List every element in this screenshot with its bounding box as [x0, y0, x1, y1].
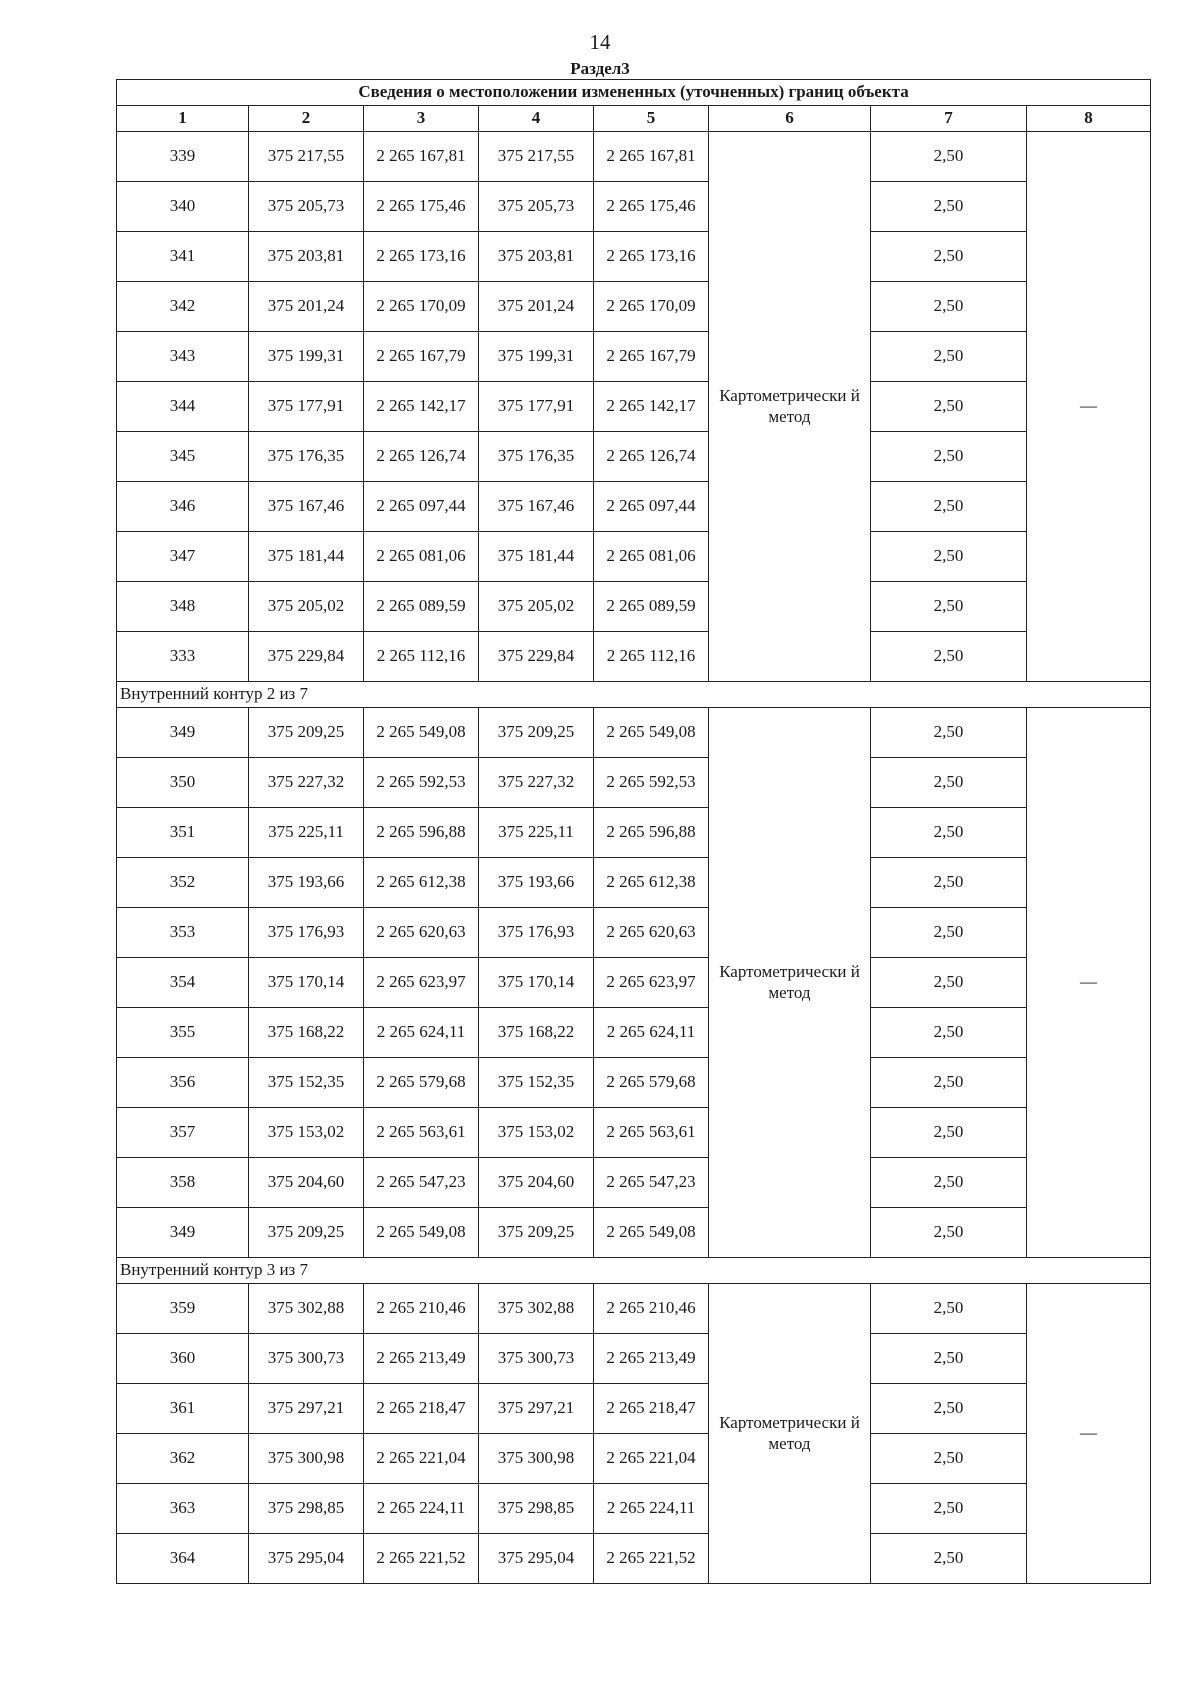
y-existing-cell: 2 265 596,88 [364, 808, 479, 858]
y-refined-cell: 2 265 563,61 [594, 1108, 709, 1158]
y-existing-cell: 2 265 218,47 [364, 1384, 479, 1434]
point-number-cell: 344 [117, 382, 249, 432]
x-refined-cell: 375 209,25 [479, 1208, 594, 1258]
y-refined-cell: 2 265 221,04 [594, 1434, 709, 1484]
column-8-cell: — [1027, 132, 1151, 682]
point-number-cell: 350 [117, 758, 249, 808]
point-number-cell: 354 [117, 958, 249, 1008]
x-existing-cell: 375 153,02 [249, 1108, 364, 1158]
x-refined-cell: 375 168,22 [479, 1008, 594, 1058]
accuracy-cell: 2,50 [871, 482, 1027, 532]
y-existing-cell: 2 265 224,11 [364, 1484, 479, 1534]
y-refined-cell: 2 265 624,11 [594, 1008, 709, 1058]
x-existing-cell: 375 204,60 [249, 1158, 364, 1208]
column-8-cell: — [1027, 708, 1151, 1258]
table-row [117, 332, 1151, 382]
accuracy-cell: 2,50 [871, 1484, 1027, 1534]
y-existing-cell: 2 265 175,46 [364, 182, 479, 232]
table-row [117, 1334, 1151, 1384]
x-existing-cell: 375 300,98 [249, 1434, 364, 1484]
table-row [117, 232, 1151, 282]
y-existing-cell: 2 265 173,16 [364, 232, 479, 282]
accuracy-cell: 2,50 [871, 1384, 1027, 1434]
column-number-row [117, 106, 1151, 132]
y-refined-cell: 2 265 167,79 [594, 332, 709, 382]
accuracy-cell: 2,50 [871, 1534, 1027, 1584]
table-row [117, 532, 1151, 582]
x-refined-cell: 375 204,60 [479, 1158, 594, 1208]
x-refined-cell: 375 302,88 [479, 1284, 594, 1334]
y-refined-cell: 2 265 549,08 [594, 1208, 709, 1258]
point-number-cell: 363 [117, 1484, 249, 1534]
y-refined-cell: 2 265 221,52 [594, 1534, 709, 1584]
accuracy-cell: 2,50 [871, 1334, 1027, 1384]
y-existing-cell: 2 265 563,61 [364, 1108, 479, 1158]
method-cell: Картометрически й метод [709, 708, 871, 1258]
x-refined-cell: 375 167,46 [479, 482, 594, 532]
y-refined-cell: 2 265 549,08 [594, 708, 709, 758]
table-row [117, 1058, 1151, 1108]
y-existing-cell: 2 265 549,08 [364, 1208, 479, 1258]
table-row [117, 582, 1151, 632]
accuracy-cell: 2,50 [871, 382, 1027, 432]
table-row [117, 1108, 1151, 1158]
y-existing-cell: 2 265 210,46 [364, 1284, 479, 1334]
x-refined-cell: 375 300,73 [479, 1334, 594, 1384]
y-refined-cell: 2 265 170,09 [594, 282, 709, 332]
accuracy-cell: 2,50 [871, 132, 1027, 182]
y-existing-cell: 2 265 612,38 [364, 858, 479, 908]
table-row [117, 1384, 1151, 1434]
accuracy-cell: 2,50 [871, 1158, 1027, 1208]
y-refined-cell: 2 265 612,38 [594, 858, 709, 908]
x-existing-cell: 375 176,35 [249, 432, 364, 482]
y-refined-cell: 2 265 126,74 [594, 432, 709, 482]
x-refined-cell: 375 199,31 [479, 332, 594, 382]
x-existing-cell: 375 209,25 [249, 1208, 364, 1258]
y-refined-cell: 2 265 210,46 [594, 1284, 709, 1334]
point-number-cell: 352 [117, 858, 249, 908]
x-refined-cell: 375 298,85 [479, 1484, 594, 1534]
y-existing-cell: 2 265 167,81 [364, 132, 479, 182]
point-number-cell: 340 [117, 182, 249, 232]
table-row [117, 1008, 1151, 1058]
x-existing-cell: 375 152,35 [249, 1058, 364, 1108]
x-existing-cell: 375 295,04 [249, 1534, 364, 1584]
point-number-cell: 345 [117, 432, 249, 482]
y-refined-cell: 2 265 218,47 [594, 1384, 709, 1434]
y-existing-cell: 2 265 547,23 [364, 1158, 479, 1208]
x-refined-cell: 375 153,02 [479, 1108, 594, 1158]
table-row [117, 182, 1151, 232]
table-row [117, 382, 1151, 432]
column-number: 8 [1027, 106, 1151, 132]
accuracy-cell: 2,50 [871, 582, 1027, 632]
x-existing-cell: 375 201,24 [249, 282, 364, 332]
accuracy-cell: 2,50 [871, 708, 1027, 758]
point-number-cell: 360 [117, 1334, 249, 1384]
table-row [117, 758, 1151, 808]
method-cell: Картометрически й метод [709, 132, 871, 682]
x-existing-cell: 375 176,93 [249, 908, 364, 958]
point-number-cell: 343 [117, 332, 249, 382]
y-existing-cell: 2 265 142,17 [364, 382, 479, 432]
accuracy-cell: 2,50 [871, 232, 1027, 282]
point-number-cell: 353 [117, 908, 249, 958]
x-existing-cell: 375 205,02 [249, 582, 364, 632]
point-number-cell: 364 [117, 1534, 249, 1584]
point-number-cell: 333 [117, 632, 249, 682]
x-existing-cell: 375 203,81 [249, 232, 364, 282]
y-refined-cell: 2 265 224,11 [594, 1484, 709, 1534]
y-existing-cell: 2 265 221,52 [364, 1534, 479, 1584]
column-8-cell: — [1027, 1284, 1151, 1584]
y-existing-cell: 2 265 579,68 [364, 1058, 479, 1108]
accuracy-cell: 2,50 [871, 958, 1027, 1008]
y-refined-cell: 2 265 167,81 [594, 132, 709, 182]
table-row [117, 1434, 1151, 1484]
accuracy-cell: 2,50 [871, 182, 1027, 232]
x-existing-cell: 375 217,55 [249, 132, 364, 182]
accuracy-cell: 2,50 [871, 532, 1027, 582]
y-existing-cell: 2 265 623,97 [364, 958, 479, 1008]
point-number-cell: 359 [117, 1284, 249, 1334]
point-number-cell: 349 [117, 708, 249, 758]
point-number-cell: 347 [117, 532, 249, 582]
y-existing-cell: 2 265 097,44 [364, 482, 479, 532]
column-number: 3 [364, 106, 479, 132]
table-row [117, 632, 1151, 682]
point-number-cell: 355 [117, 1008, 249, 1058]
point-number-cell: 339 [117, 132, 249, 182]
contour-label: Внутренний контур 3 из 7 [117, 1258, 1151, 1284]
table-row [117, 1534, 1151, 1584]
accuracy-cell: 2,50 [871, 1008, 1027, 1058]
point-number-cell: 358 [117, 1158, 249, 1208]
x-existing-cell: 375 177,91 [249, 382, 364, 432]
column-number: 2 [249, 106, 364, 132]
accuracy-cell: 2,50 [871, 332, 1027, 382]
x-refined-cell: 375 225,11 [479, 808, 594, 858]
column-number: 4 [479, 106, 594, 132]
x-refined-cell: 375 177,91 [479, 382, 594, 432]
accuracy-cell: 2,50 [871, 432, 1027, 482]
column-number: 5 [594, 106, 709, 132]
y-refined-cell: 2 265 596,88 [594, 808, 709, 858]
x-existing-cell: 375 209,25 [249, 708, 364, 758]
y-existing-cell: 2 265 620,63 [364, 908, 479, 958]
accuracy-cell: 2,50 [871, 858, 1027, 908]
y-refined-cell: 2 265 213,49 [594, 1334, 709, 1384]
contour-label: Внутренний контур 2 из 7 [117, 682, 1151, 708]
method-cell: Картометрически й метод [709, 1284, 871, 1584]
column-number: 7 [871, 106, 1027, 132]
y-existing-cell: 2 265 221,04 [364, 1434, 479, 1484]
x-existing-cell: 375 229,84 [249, 632, 364, 682]
y-refined-cell: 2 265 112,16 [594, 632, 709, 682]
y-refined-cell: 2 265 089,59 [594, 582, 709, 632]
y-existing-cell: 2 265 549,08 [364, 708, 479, 758]
y-refined-cell: 2 265 579,68 [594, 1058, 709, 1108]
x-existing-cell: 375 167,46 [249, 482, 364, 532]
point-number-cell: 356 [117, 1058, 249, 1108]
column-number: 6 [709, 106, 871, 132]
point-number-cell: 342 [117, 282, 249, 332]
x-refined-cell: 375 201,24 [479, 282, 594, 332]
y-existing-cell: 2 265 112,16 [364, 632, 479, 682]
table-row [117, 1208, 1151, 1258]
x-refined-cell: 375 227,32 [479, 758, 594, 808]
x-existing-cell: 375 298,85 [249, 1484, 364, 1534]
x-existing-cell: 375 302,88 [249, 1284, 364, 1334]
page-number: 14 [589, 30, 611, 54]
table-row [117, 482, 1151, 532]
point-number-cell: 351 [117, 808, 249, 858]
x-refined-cell: 375 205,02 [479, 582, 594, 632]
y-refined-cell: 2 265 173,16 [594, 232, 709, 282]
point-number-cell: 348 [117, 582, 249, 632]
point-number-cell: 362 [117, 1434, 249, 1484]
y-refined-cell: 2 265 620,63 [594, 908, 709, 958]
accuracy-cell: 2,50 [871, 908, 1027, 958]
y-existing-cell: 2 265 089,59 [364, 582, 479, 632]
table-row [117, 958, 1151, 1008]
y-existing-cell: 2 265 592,53 [364, 758, 479, 808]
x-refined-cell: 375 209,25 [479, 708, 594, 758]
boundary-coordinates-table [116, 79, 1151, 1584]
x-refined-cell: 375 295,04 [479, 1534, 594, 1584]
accuracy-cell: 2,50 [871, 1208, 1027, 1258]
x-refined-cell: 375 205,73 [479, 182, 594, 232]
table-row [117, 808, 1151, 858]
x-existing-cell: 375 181,44 [249, 532, 364, 582]
table-row [117, 1284, 1151, 1334]
x-refined-cell: 375 203,81 [479, 232, 594, 282]
y-refined-cell: 2 265 623,97 [594, 958, 709, 1008]
x-existing-cell: 375 300,73 [249, 1334, 364, 1384]
table-row [117, 432, 1151, 482]
table-caption: Сведения о местоположении измененных (уточненных) границ объекта [117, 80, 1151, 106]
point-number-cell: 357 [117, 1108, 249, 1158]
table-row [117, 908, 1151, 958]
y-refined-cell: 2 265 097,44 [594, 482, 709, 532]
y-refined-cell: 2 265 547,23 [594, 1158, 709, 1208]
column-number: 1 [117, 106, 249, 132]
x-existing-cell: 375 170,14 [249, 958, 364, 1008]
x-existing-cell: 375 193,66 [249, 858, 364, 908]
table-row [117, 858, 1151, 908]
y-existing-cell: 2 265 624,11 [364, 1008, 479, 1058]
point-number-cell: 361 [117, 1384, 249, 1434]
x-refined-cell: 375 152,35 [479, 1058, 594, 1108]
x-existing-cell: 375 199,31 [249, 332, 364, 382]
x-refined-cell: 375 297,21 [479, 1384, 594, 1434]
accuracy-cell: 2,50 [871, 808, 1027, 858]
y-existing-cell: 2 265 170,09 [364, 282, 479, 332]
accuracy-cell: 2,50 [871, 1434, 1027, 1484]
accuracy-cell: 2,50 [871, 632, 1027, 682]
y-existing-cell: 2 265 081,06 [364, 532, 479, 582]
point-number-cell: 349 [117, 1208, 249, 1258]
contour-header-row [117, 682, 1151, 708]
y-refined-cell: 2 265 142,17 [594, 382, 709, 432]
table-row [117, 1158, 1151, 1208]
table-row [117, 1484, 1151, 1534]
point-number-cell: 346 [117, 482, 249, 532]
point-number-cell: 341 [117, 232, 249, 282]
x-refined-cell: 375 300,98 [479, 1434, 594, 1484]
section-title: Раздел3 [570, 59, 630, 78]
contour-header-row [117, 1258, 1151, 1284]
y-refined-cell: 2 265 175,46 [594, 182, 709, 232]
x-refined-cell: 375 217,55 [479, 132, 594, 182]
accuracy-cell: 2,50 [871, 1108, 1027, 1158]
x-refined-cell: 375 229,84 [479, 632, 594, 682]
y-refined-cell: 2 265 592,53 [594, 758, 709, 808]
x-refined-cell: 375 181,44 [479, 532, 594, 582]
x-existing-cell: 375 225,11 [249, 808, 364, 858]
y-existing-cell: 2 265 126,74 [364, 432, 479, 482]
y-refined-cell: 2 265 081,06 [594, 532, 709, 582]
accuracy-cell: 2,50 [871, 1284, 1027, 1334]
y-existing-cell: 2 265 213,49 [364, 1334, 479, 1384]
x-refined-cell: 375 170,14 [479, 958, 594, 1008]
x-existing-cell: 375 205,73 [249, 182, 364, 232]
y-existing-cell: 2 265 167,79 [364, 332, 479, 382]
x-existing-cell: 375 227,32 [249, 758, 364, 808]
x-existing-cell: 375 297,21 [249, 1384, 364, 1434]
table-row [117, 132, 1151, 182]
table-row [117, 708, 1151, 758]
x-refined-cell: 375 176,93 [479, 908, 594, 958]
x-refined-cell: 375 193,66 [479, 858, 594, 908]
accuracy-cell: 2,50 [871, 282, 1027, 332]
accuracy-cell: 2,50 [871, 758, 1027, 808]
table-row [117, 282, 1151, 332]
x-refined-cell: 375 176,35 [479, 432, 594, 482]
x-existing-cell: 375 168,22 [249, 1008, 364, 1058]
accuracy-cell: 2,50 [871, 1058, 1027, 1108]
